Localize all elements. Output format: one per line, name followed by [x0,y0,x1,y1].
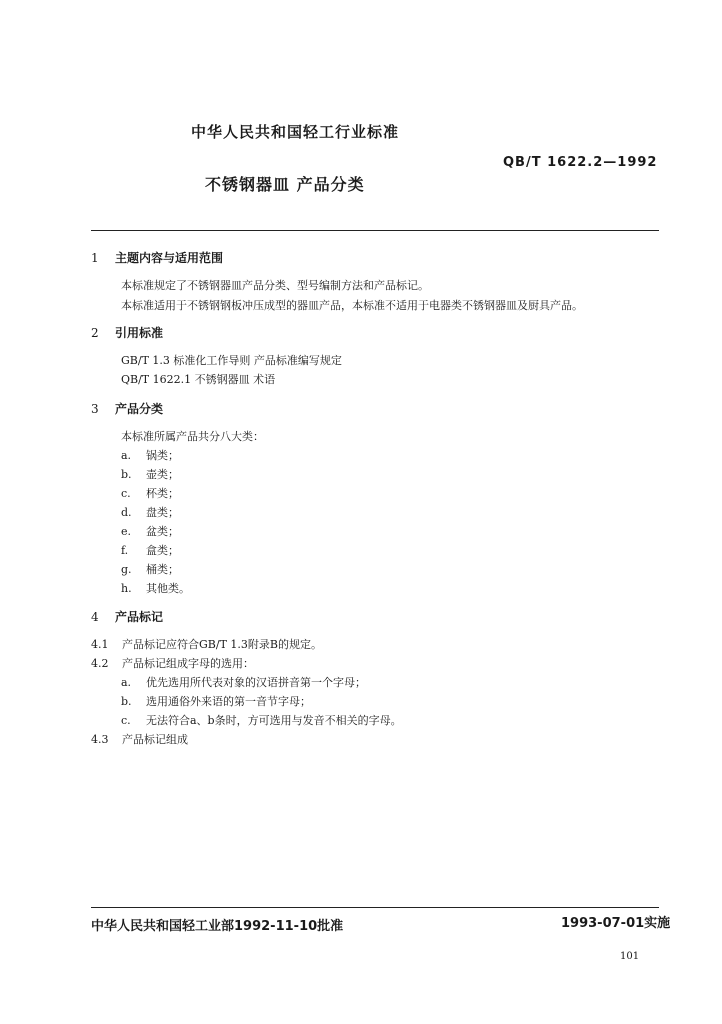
item-text: 杯类； [146,487,179,500]
item-text: 无法符合a、b条时，方可选用与发音不相关的字母。 [146,714,402,727]
item-label: b. [121,695,132,708]
item-text: 优先选用所代表对象的汉语拼音第一个字母； [146,676,366,689]
subsection-text: 产品标记应符合GB/T 1.3附录B的规定。 [122,638,322,651]
reference-item: GB/T 1.3 标准化工作导则 产品标准编写规定 [121,354,342,367]
section-1-heading [91,249,223,266]
subsection-4-1 [91,636,322,652]
section-title: 主题内容与适用范围 [115,251,224,265]
implementation-date: 1993-07-01实施 [561,916,671,931]
section-2-heading [91,324,163,341]
item-label: a. [121,449,132,462]
item-label: b. [121,468,132,481]
item-label: f. [121,544,129,557]
subsection-number: 4.3 [91,733,109,746]
header-divider [91,230,659,231]
approval-date: 中华人民共和国轻工业部1992-11-10批准 [91,919,344,934]
list-item [121,447,179,463]
item-text: 盘类； [146,506,179,519]
list-item [121,580,190,596]
subsection-4-2 [91,655,254,671]
item-text: 盆类； [146,525,179,538]
list-item [121,693,311,709]
item-label: c. [121,714,131,727]
item-label: a. [121,676,132,689]
section-number: 1 [91,251,99,265]
section-4-heading [91,608,163,625]
subsection-text: 产品标记组成字母的选用： [122,657,254,670]
item-text: 壶类； [146,468,179,481]
list-item [121,485,179,501]
list-item [121,504,179,520]
footer-divider [91,907,659,908]
section-3-intro: 本标准所属产品共分八大类： [121,430,264,443]
ministry-title: 中华人民共和国轻工行业标准 [191,123,400,141]
section-1-paragraph: 本标准适用于不锈钢钢板冲压成型的器皿产品，本标准不适用于电器类不锈钢器皿及厨具产品。 [121,299,583,312]
list-item [121,542,179,558]
subsection-text: 产品标记组成 [122,733,188,746]
subsection-4-3 [91,731,188,747]
section-title: 引用标准 [115,326,164,340]
list-item [121,523,179,539]
list-item [121,466,179,482]
section-number: 2 [91,326,99,340]
list-item [121,712,402,728]
item-label: g. [121,563,132,576]
subsection-number: 4.1 [91,638,109,651]
item-text: 锅类； [146,449,179,462]
section-number: 4 [91,610,99,624]
reference-item: QB/T 1622.1 不锈钢器皿 术语 [121,373,276,386]
item-text: 桶类； [146,563,179,576]
section-title: 产品标记 [115,610,164,624]
item-text: 其他类。 [146,582,190,595]
subsection-number: 4.2 [91,657,109,670]
page-number: 101 [620,951,640,962]
section-title: 产品分类 [115,402,164,416]
item-label: d. [121,506,132,519]
item-label: e. [121,525,132,538]
section-number: 3 [91,402,99,416]
item-label: c. [121,487,131,500]
list-item [121,674,366,690]
item-text: 盒类； [146,544,179,557]
section-1-paragraph: 本标准规定了不锈钢器皿产品分类、型号编制方法和产品标记。 [121,279,429,292]
list-item [121,561,179,577]
item-label: h. [121,582,132,595]
standard-code: QB/T 1622.2—1992 [503,155,658,170]
section-3-heading [91,400,163,417]
item-text: 选用通俗外来语的第一音节字母； [146,695,311,708]
document-title: 不锈钢器皿 产品分类 [205,175,365,194]
